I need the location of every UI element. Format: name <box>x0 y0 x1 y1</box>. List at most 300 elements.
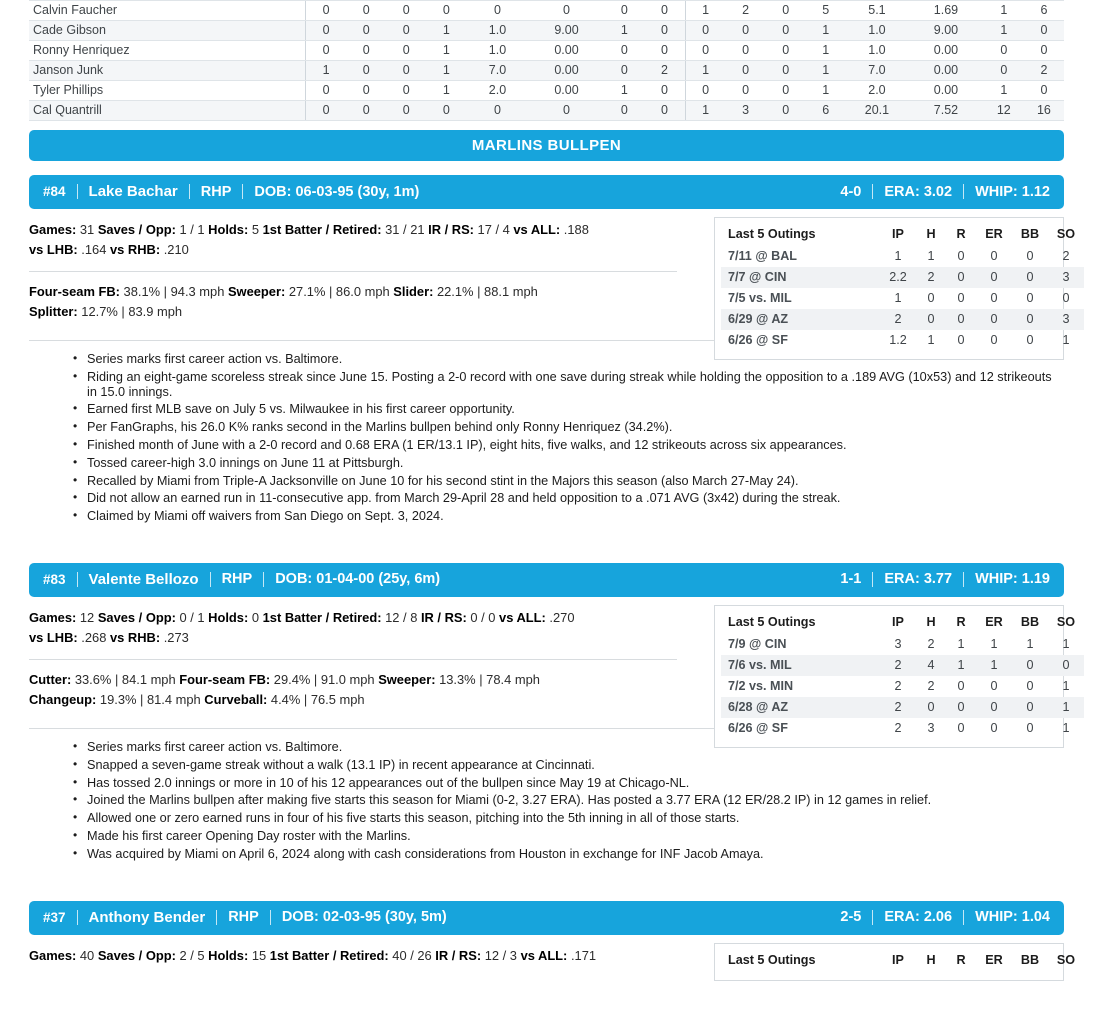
player-identity <box>43 909 447 926</box>
outing-h: 0 <box>916 309 946 330</box>
stat-cell: 0 <box>685 41 726 61</box>
stat-cell: 0.00 <box>529 41 605 61</box>
pitcher-name-cell: Cal Quantrill <box>29 101 306 121</box>
stat-value: 12 / 8 <box>381 609 421 625</box>
list-item: • Joined the Marlins bullpen after making five starts this season for Miami (0-2, 3.27 ERA). Has posted a 3.77 ERA (12 ER/28.2 IP) in 12 games in relief. <box>73 793 1064 808</box>
stat-cell: 1 <box>426 21 466 41</box>
player-whip: WHIP: 1.12 <box>975 183 1050 200</box>
stat-cell: 1 <box>426 41 466 61</box>
stat-cell: 0 <box>604 61 644 81</box>
stat-label: vs RHB: <box>109 242 161 257</box>
stat-label: IR / RS: <box>420 609 467 625</box>
stat-cell: 0 <box>644 81 685 101</box>
stat-cell: 0 <box>426 1 466 21</box>
stat-label: Games: <box>29 609 77 625</box>
player-stat-column <box>29 209 689 322</box>
stat-cell: 0.00 <box>908 61 984 81</box>
stat-cell: 12 <box>984 101 1024 121</box>
stat-value: 38.1% | 94.3 mph <box>119 284 228 299</box>
stat-label: vs ALL: <box>499 609 546 625</box>
stat-label: Saves / Opp: <box>97 609 176 625</box>
outing-row <box>721 655 1084 676</box>
outings-header-bb: BB <box>1020 614 1040 629</box>
stat-cell: 1 <box>426 81 466 101</box>
pitcher-name-cell: Ronny Henriquez <box>29 41 306 61</box>
stat-label: vs RHB: <box>109 629 161 645</box>
outing-r: 0 <box>957 678 965 693</box>
stat-value: .268 <box>77 629 110 645</box>
player-name: Lake Bachar <box>88 183 178 200</box>
player-identity <box>43 183 419 200</box>
stat-cell: 1 <box>685 101 726 121</box>
outing-ip: 1 <box>894 291 902 305</box>
outing-r: 1 <box>957 636 965 651</box>
player-season-totals <box>840 184 1050 200</box>
player-throwing-hand: RHP <box>200 183 232 200</box>
outing-so: 1 <box>1062 720 1070 735</box>
notes-list <box>29 740 1064 862</box>
player-number: #83 <box>43 571 66 587</box>
stat-cell: 9.00 <box>529 21 605 41</box>
stat-cell: 1 <box>685 1 726 21</box>
player-body <box>29 935 1076 967</box>
outing-game: 6/26 @ SF <box>728 333 788 347</box>
stat-cell: 0 <box>386 101 426 121</box>
outings-header-r: R <box>956 227 966 241</box>
stat-label: vs ALL: <box>513 222 561 237</box>
outing-so: 3 <box>1048 309 1084 330</box>
stat-cell: 0 <box>529 101 605 121</box>
stat-label: 1st Batter / Retired: <box>262 609 382 625</box>
divider <box>216 910 217 925</box>
divider <box>29 659 677 660</box>
stat-value: 2 / 5 <box>175 947 209 963</box>
section-gap <box>0 865 1093 887</box>
outing-h: 1 <box>927 333 935 347</box>
outing-row <box>721 718 1084 739</box>
divider <box>242 184 243 199</box>
stat-cell: 0 <box>766 1 806 21</box>
divider <box>263 572 264 587</box>
outings-header-game: Last 5 Outings <box>728 227 816 241</box>
divider <box>189 184 190 199</box>
section-banner-marlins-bullpen: MARLINS BULLPEN <box>29 130 1064 161</box>
outing-h: 3 <box>927 720 935 735</box>
stat-value: 0 / 0 <box>466 609 500 625</box>
outing-h: 2 <box>927 678 935 693</box>
stat-cell: 6 <box>1024 1 1064 21</box>
outing-er: 1 <box>976 655 1012 676</box>
stat-value: 40 / 26 <box>388 947 436 963</box>
stat-label: 1st Batter / Retired: <box>269 947 389 963</box>
player-whip: WHIP: 1.04 <box>975 909 1050 926</box>
stat-label: vs LHB: <box>29 629 78 645</box>
player-dob: DOB: 06-03-95 (30y, 1m) <box>254 183 420 200</box>
outing-h: 4 <box>916 655 946 676</box>
player-header-lake-bachar[interactable] <box>29 175 1064 209</box>
stat-label: vs LHB: <box>29 242 78 257</box>
outing-game: 7/2 vs. MIN <box>728 678 794 693</box>
stat-value: 12 <box>76 609 98 625</box>
outing-so: 1 <box>1048 697 1084 718</box>
stat-cell: 1 <box>984 81 1024 101</box>
stat-value: 0 <box>248 609 263 625</box>
stat-value: 5 <box>248 222 263 237</box>
table-header-row <box>721 225 1084 246</box>
list-item: • Per FanGraphs, his 26.0 K% ranks second in the Marlins bullpen behind only Ronny Henriquez (34.2%). <box>73 420 1064 435</box>
stat-cell: 1 <box>806 21 846 41</box>
stat-cell: 1.0 <box>466 41 528 61</box>
player-body <box>29 209 1076 347</box>
player-notes <box>29 729 1064 862</box>
stat-cell: 20.1 <box>846 101 908 121</box>
stat-cell: 0 <box>766 61 806 81</box>
list-item: • Snapped a seven-game streak without a walk (13.1 IP) in recent appearance at Cincinnati. <box>73 758 1064 773</box>
outing-game: 7/7 @ CIN <box>721 267 880 288</box>
outing-game: 6/26 @ SF <box>728 720 788 735</box>
outing-row <box>721 246 1084 267</box>
player-header-anthony-bender[interactable] <box>29 901 1064 935</box>
outings-header-r: R <box>956 952 966 967</box>
list-item: • Finished month of June with a 2-0 record and 0.68 ERA (1 ER/13.1 IP), eight hits, five walks, and 12 strikeouts across six appearances. <box>73 438 1064 453</box>
outing-ip: 2 <box>880 655 916 676</box>
stat-label: Holds: <box>208 947 249 963</box>
divider <box>210 572 211 587</box>
stat-value: 4.4% | 76.5 mph <box>267 691 365 707</box>
outing-er: 0 <box>976 267 1012 288</box>
pitcher-stats-table <box>29 0 1064 121</box>
stat-cell: 0 <box>726 81 766 101</box>
player-identity <box>43 571 440 588</box>
stat-label: IR / RS: <box>428 222 474 237</box>
outings-header-h: H <box>926 227 936 241</box>
stat-cell: 1 <box>604 21 644 41</box>
stat-label: Four-seam FB: <box>179 671 271 687</box>
outing-ip: 1 <box>894 249 902 263</box>
pitcher-name-cell: Cade Gibson <box>29 21 306 41</box>
outing-r: 0 <box>946 309 976 330</box>
stat-cell: 0 <box>726 61 766 81</box>
stat-cell: 0 <box>644 41 685 61</box>
outing-row <box>721 288 1084 309</box>
outing-er: 1 <box>990 636 998 651</box>
table-row <box>29 41 1064 61</box>
outing-er: 0 <box>976 309 1012 330</box>
outing-so: 0 <box>1062 291 1070 305</box>
pitcher-name-cell: Janson Junk <box>29 61 306 81</box>
stat-cell: 5 <box>806 1 846 21</box>
stat-cell: 1 <box>806 41 846 61</box>
list-item: • Claimed by Miami off waivers from San Diego on Sept. 3, 2024. <box>73 509 1064 524</box>
pitcher-stats-body <box>29 1 1064 121</box>
player-era: ERA: 3.77 <box>884 571 953 588</box>
outing-er: 0 <box>990 720 998 735</box>
stat-line-splits <box>29 946 689 966</box>
outing-so: 0 <box>1048 655 1084 676</box>
outing-game: 7/6 vs. MIL <box>721 655 880 676</box>
stat-cell: 0 <box>386 41 426 61</box>
stat-cell: 0 <box>386 81 426 101</box>
stat-cell: 2 <box>644 61 685 81</box>
stat-cell: 0 <box>644 1 685 21</box>
stat-label: Saves / Opp: <box>97 222 176 237</box>
stat-cell: 0 <box>386 1 426 21</box>
outings-header-er: ER <box>985 952 1003 967</box>
stat-label: IR / RS: <box>435 947 482 963</box>
stat-label: Sweeper: <box>378 671 436 687</box>
player-dob: DOB: 01-04-00 (25y, 6m) <box>275 571 441 588</box>
stat-line-handedness <box>29 628 689 648</box>
stat-cell: 1 <box>984 21 1024 41</box>
outings-header-ip: IP <box>892 227 904 241</box>
stat-cell: 0.00 <box>529 81 605 101</box>
player-name: Anthony Bender <box>88 908 206 926</box>
table-header-row <box>721 951 1084 972</box>
outing-bb: 0 <box>1026 678 1034 693</box>
outing-bb: 0 <box>1026 291 1034 305</box>
outing-er: 0 <box>990 249 998 263</box>
outing-bb: 0 <box>1026 249 1034 263</box>
section-gap <box>0 527 1093 549</box>
divider <box>963 184 964 199</box>
stat-value: 33.6% | 84.1 mph <box>71 671 180 687</box>
pitcher-name-cell: Calvin Faucher <box>29 1 306 21</box>
outing-bb: 0 <box>1012 267 1048 288</box>
outing-er: 0 <box>990 291 998 305</box>
outing-r: 0 <box>957 249 965 263</box>
stat-value: .171 <box>567 947 597 963</box>
outing-bb: 0 <box>1026 720 1034 735</box>
stat-value: 31 / 21 <box>381 222 429 237</box>
outing-so: 2 <box>1062 249 1070 263</box>
stat-cell: 1.0 <box>466 21 528 41</box>
stat-cell: 0 <box>984 41 1024 61</box>
stat-value: .188 <box>560 222 589 237</box>
divider <box>270 910 271 925</box>
list-item: • Has tossed 2.0 innings or more in 10 of his 12 appearances out of the bullpen since May 19 at Chicago-NL. <box>73 776 1064 791</box>
outings-header-er: ER <box>985 227 1003 241</box>
player-number: #84 <box>43 184 66 199</box>
stat-cell: 0 <box>604 41 644 61</box>
last-5-outings-table <box>721 225 1084 351</box>
outings-header-ip: IP <box>892 952 904 967</box>
outing-row <box>721 697 1084 718</box>
outing-so: 3 <box>1048 267 1084 288</box>
notes-list <box>29 352 1064 524</box>
stat-cell: 0 <box>346 41 386 61</box>
stat-value: .210 <box>160 242 189 257</box>
stat-cell: 1 <box>426 61 466 81</box>
stat-cell: 0 <box>644 21 685 41</box>
outings-header-r: R <box>956 614 966 629</box>
player-number: #37 <box>43 909 66 925</box>
table-row <box>29 101 1064 121</box>
stat-cell: 0 <box>306 1 347 21</box>
stat-cell: 1.69 <box>908 1 984 21</box>
table-row <box>29 61 1064 81</box>
stat-value: 0 / 1 <box>175 609 209 625</box>
table-header-row <box>721 613 1084 634</box>
stat-cell: 0 <box>346 101 386 121</box>
outing-h: 0 <box>927 291 935 305</box>
outing-h: 1 <box>927 249 935 263</box>
stat-cell: 0 <box>604 101 644 121</box>
stat-cell: 0 <box>346 21 386 41</box>
stat-cell: 0 <box>766 41 806 61</box>
stat-label: Holds: <box>208 222 249 237</box>
outing-r: 1 <box>946 655 976 676</box>
stat-cell: 0 <box>466 101 528 121</box>
outings-header-ip: IP <box>892 614 904 629</box>
stat-cell: 2.0 <box>846 81 908 101</box>
stat-cell: 0 <box>766 101 806 121</box>
stat-cell: 0 <box>726 21 766 41</box>
last-5-outings-body <box>721 246 1084 351</box>
outing-er: 0 <box>990 333 998 347</box>
player-throwing-hand: RHP <box>221 571 253 588</box>
player-header-valente-bellozo[interactable] <box>29 563 1064 597</box>
stat-cell: 1.0 <box>846 21 908 41</box>
stat-cell: 0 <box>984 61 1024 81</box>
stat-line-splits <box>29 608 689 628</box>
outing-r: 0 <box>946 697 976 718</box>
stat-cell: 1 <box>685 61 726 81</box>
outing-row <box>721 309 1084 330</box>
stat-value: 19.3% | 81.4 mph <box>96 691 205 707</box>
last-5-outings-table <box>721 951 1084 972</box>
stat-cell: 0 <box>529 1 605 21</box>
outing-row <box>721 330 1084 351</box>
stat-cell: 0 <box>386 21 426 41</box>
stat-label: Cutter: <box>29 671 72 687</box>
stat-value: 12 / 3 <box>481 947 521 963</box>
player-era: ERA: 3.02 <box>884 183 953 200</box>
outing-row <box>721 267 1084 288</box>
outings-header-so: SO <box>1056 227 1076 241</box>
stat-cell: 0 <box>306 101 347 121</box>
stat-line-handedness <box>29 240 689 260</box>
outing-game: 7/5 vs. MIL <box>728 291 792 305</box>
stat-cell: 0.00 <box>529 61 605 81</box>
stat-label: Changeup: <box>29 691 97 707</box>
stat-cell: 9.00 <box>908 21 984 41</box>
stat-value: .270 <box>545 609 575 625</box>
outing-r: 0 <box>957 720 965 735</box>
stat-cell: 0 <box>685 81 726 101</box>
stat-line-splits <box>29 220 689 240</box>
stat-value: 31 <box>76 222 98 237</box>
divider <box>963 910 964 925</box>
outings-header-h: H <box>926 952 936 967</box>
outing-bb: 0 <box>1012 697 1048 718</box>
stat-cell: 0 <box>346 1 386 21</box>
stat-label: Splitter: <box>29 304 78 319</box>
stat-value: 40 <box>76 947 98 963</box>
stat-cell: 0 <box>604 1 644 21</box>
stat-cell: 7.52 <box>908 101 984 121</box>
pitch-mix-line-2 <box>29 690 689 710</box>
players-root <box>0 175 1093 966</box>
player-body <box>29 597 1076 735</box>
stat-cell: 16 <box>1024 101 1064 121</box>
outing-game: 6/29 @ AZ <box>721 309 880 330</box>
stat-cell: 0 <box>306 41 347 61</box>
stat-cell: 0.00 <box>908 81 984 101</box>
stat-value: 12.7% | 83.9 mph <box>77 304 183 319</box>
player-dob: DOB: 02-03-95 (30y, 5m) <box>281 909 447 926</box>
table-row <box>29 81 1064 101</box>
stat-cell: 0 <box>766 81 806 101</box>
outing-row <box>721 676 1084 697</box>
list-item: • Series marks first career action vs. Baltimore. <box>73 740 1064 755</box>
list-item: • Series marks first career action vs. Baltimore. <box>73 352 1064 367</box>
player-era: ERA: 2.06 <box>884 909 953 926</box>
outings-header-bb: BB <box>1020 227 1040 241</box>
player-record: 1-1 <box>840 571 862 588</box>
player-season-totals <box>840 571 1050 587</box>
stat-cell: 0 <box>306 21 347 41</box>
stat-cell: 0 <box>644 101 685 121</box>
stat-value: 15 <box>248 947 270 963</box>
last-5-outings-box <box>714 943 1076 981</box>
outing-er: 0 <box>990 678 998 693</box>
outing-h: 2 <box>916 267 946 288</box>
stat-cell: 5.1 <box>846 1 908 21</box>
stat-value: .273 <box>160 629 189 645</box>
outings-header-bb: BB <box>1020 952 1040 967</box>
player-name: Valente Bellozo <box>88 570 199 588</box>
divider <box>963 572 964 587</box>
stat-cell: 2 <box>726 1 766 21</box>
divider <box>872 910 873 925</box>
outing-r: 0 <box>957 333 965 347</box>
player-notes <box>29 341 1064 524</box>
outing-r: 0 <box>946 267 976 288</box>
stat-label: Slider: <box>393 284 434 299</box>
outing-game: 6/28 @ AZ <box>721 697 880 718</box>
outings-header-game: Last 5 Outings <box>728 614 816 629</box>
player-record: 4-0 <box>840 183 862 200</box>
stat-cell: 0 <box>766 21 806 41</box>
stat-cell: 0 <box>726 41 766 61</box>
player-stat-column <box>29 597 689 710</box>
stat-cell: 1 <box>806 61 846 81</box>
outings-header-so: SO <box>1056 952 1076 967</box>
last-5-outings-table <box>721 613 1084 739</box>
stat-cell: 1 <box>984 1 1024 21</box>
stat-cell: 6 <box>806 101 846 121</box>
stat-value: 1 / 1 <box>175 222 209 237</box>
stat-label: Sweeper: <box>227 284 286 299</box>
outing-bb: 0 <box>1012 309 1048 330</box>
stat-cell: 0 <box>346 61 386 81</box>
stat-label: Curveball: <box>204 691 268 707</box>
stat-cell: 0 <box>426 101 466 121</box>
divider <box>872 572 873 587</box>
player-throwing-hand: RHP <box>228 909 259 926</box>
stat-value: 29.4% | 91.0 mph <box>270 671 379 687</box>
stat-label: vs ALL: <box>520 947 568 963</box>
list-item: • Allowed one or zero earned runs in four of his five starts this season, pitching into the 5th inning in all of those starts. <box>73 811 1064 826</box>
outing-bb: 0 <box>1012 655 1048 676</box>
stat-value: 27.1% | 86.0 mph <box>285 284 394 299</box>
outing-er: 0 <box>976 697 1012 718</box>
outing-game: 7/11 @ BAL <box>728 249 797 263</box>
outings-header-er: ER <box>985 614 1003 629</box>
outing-ip: 2.2 <box>880 267 916 288</box>
outing-ip: 2 <box>894 720 902 735</box>
stat-label: 1st Batter / Retired: <box>262 222 382 237</box>
